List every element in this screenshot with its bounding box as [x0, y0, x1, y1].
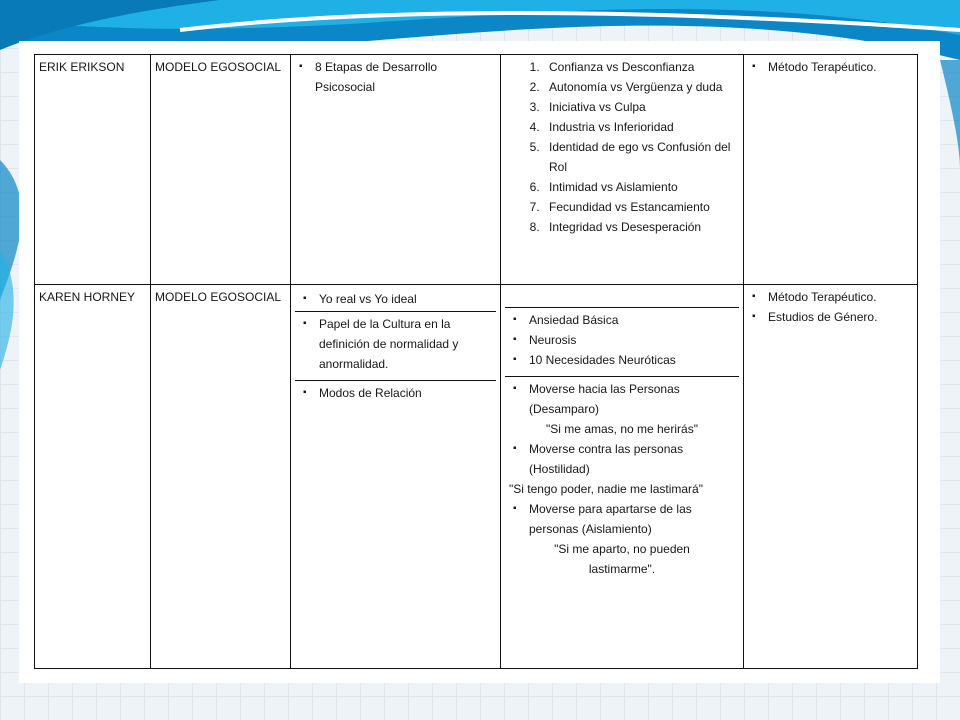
list-item: ▪ Modos de Relación — [299, 383, 492, 403]
concept-part — [505, 307, 739, 376]
model-name: MODELO EGOSOCIAL — [155, 60, 282, 74]
table-row-horney — [35, 285, 918, 669]
concept-part — [505, 376, 739, 581]
modes-list — [509, 379, 735, 419]
list-item: ▪ Ansiedad Básica — [509, 310, 735, 330]
theories-table — [34, 54, 918, 669]
list-item: 1. Confianza vs Desconfianza — [543, 57, 739, 77]
list-item: 6. Intimidad vs Aislamiento — [543, 177, 739, 197]
list-item: 3. Iniciativa vs Culpa — [543, 97, 739, 117]
document-page — [19, 41, 940, 683]
concepts-cell — [501, 285, 744, 669]
list-item: ▪ Método Terapéutico. — [748, 287, 913, 307]
list-item: ▪ Moverse para apartarse de las personas (Aislamiento) — [509, 499, 735, 539]
list-item: ▪ 10 Necesidades Neuróticas — [509, 350, 735, 370]
list-item: ▪ Método Terapéutico. — [748, 57, 913, 77]
theory-part — [295, 287, 496, 311]
application-cell — [744, 55, 918, 285]
model-cell — [151, 55, 291, 285]
list-item: ▪ Yo real vs Yo ideal — [299, 289, 492, 309]
list-item: 7. Fecundidad vs Estancamiento — [543, 197, 739, 217]
list-item: ▪ Moverse contra las personas (Hostilidad) — [509, 439, 735, 479]
stages-cell — [501, 55, 744, 285]
quote-text: "Si tengo poder, nadie me lastimará" — [509, 482, 703, 496]
theory-part — [295, 380, 496, 405]
model-name: MODELO EGOSOCIAL — [155, 290, 282, 304]
author-cell — [35, 55, 151, 285]
list-item: 4. Industria vs Inferioridad — [543, 117, 739, 137]
list-item: ▪ Estudios de Género. — [748, 307, 913, 327]
model-cell — [151, 285, 291, 669]
theory-cell — [291, 55, 501, 285]
author-name: KAREN HORNEY — [39, 290, 136, 304]
theory-cell — [291, 285, 501, 669]
table-row-erikson — [35, 55, 918, 285]
stages-list — [505, 57, 739, 237]
theory-part — [295, 311, 496, 380]
quote-text: "Si me aparto, no pueden lastimarme". — [554, 542, 690, 576]
author-name: ERIK ERIKSON — [39, 60, 125, 74]
application-cell — [744, 285, 918, 669]
author-cell — [35, 285, 151, 669]
list-item: ▪ Papel de la Cultura en la definición de normalidad y anormalidad. — [299, 314, 492, 374]
list-item: 5. Identidad de ego vs Confusión del Rol — [543, 137, 739, 177]
list-item: ▪ Moverse hacia las Personas (Desamparo) — [509, 379, 735, 419]
concept-part-empty — [505, 287, 739, 307]
list-item: ▪ 8 Etapas de Desarrollo Psicosocial — [295, 57, 496, 97]
list-item: ▪ Neurosis — [509, 330, 735, 350]
list-item: 2. Autonomía vs Vergüenza y duda — [543, 77, 739, 97]
quote-text: "Si me amas, no me herirás" — [546, 422, 698, 436]
list-item: 8. Integridad vs Desesperación — [543, 217, 739, 237]
